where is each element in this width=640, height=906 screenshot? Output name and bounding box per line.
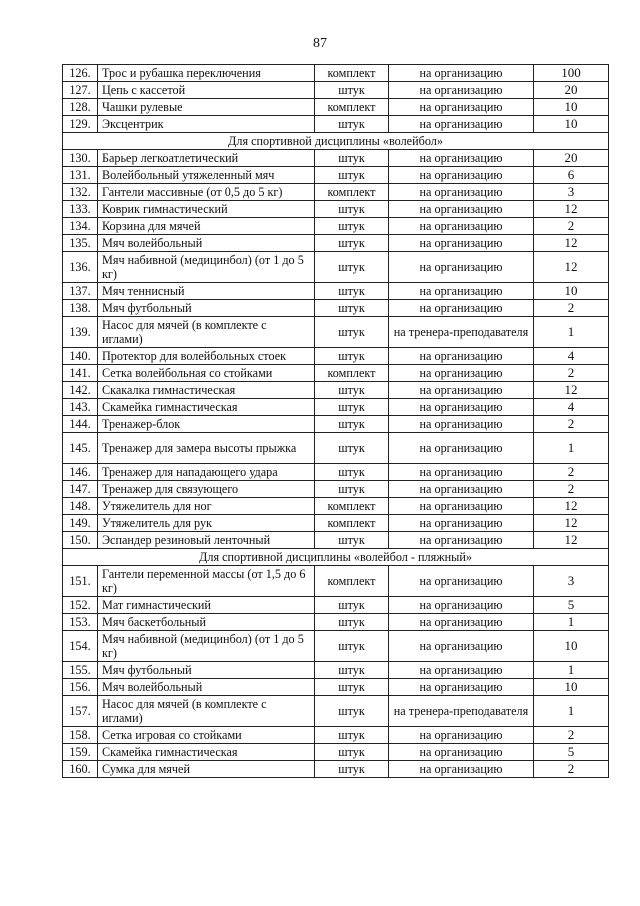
row-number: 160. [63,761,98,778]
item-basis: на организацию [389,515,534,532]
item-unit: штук [315,235,389,252]
item-quantity: 12 [534,515,609,532]
item-basis: на организацию [389,201,534,218]
item-unit: штук [315,283,389,300]
table-row [63,679,609,696]
item-quantity: 10 [534,116,609,133]
table-row [63,416,609,433]
table-row [63,532,609,549]
item-basis: на организацию [389,82,534,99]
row-number: 154. [63,631,98,662]
item-unit: штук [315,464,389,481]
row-number: 135. [63,235,98,252]
item-name: Насос для мячей (в комплекте с иглами) [98,696,315,727]
item-unit: штук [315,252,389,283]
row-number: 140. [63,348,98,365]
row-number: 131. [63,167,98,184]
item-name: Мяч футбольный [98,300,315,317]
item-basis: на организацию [389,597,534,614]
item-unit: штук [315,201,389,218]
row-number: 149. [63,515,98,532]
item-unit: штук [315,679,389,696]
item-name: Утяжелитель для ног [98,498,315,515]
item-name: Мяч футбольный [98,662,315,679]
item-unit: штук [315,433,389,464]
item-name: Сетка игровая со стойками [98,727,315,744]
table-row [63,662,609,679]
item-unit: штук [315,532,389,549]
item-unit: комплект [315,566,389,597]
item-unit: штук [315,761,389,778]
item-name: Волейбольный утяжеленный мяч [98,167,315,184]
table-row [63,761,609,778]
item-quantity: 3 [534,566,609,597]
row-number: 155. [63,662,98,679]
item-name: Скамейка гимнастическая [98,399,315,416]
item-name: Скакалка гимнастическая [98,382,315,399]
item-basis: на организацию [389,433,534,464]
item-basis: на организацию [389,727,534,744]
item-quantity: 20 [534,82,609,99]
item-quantity: 5 [534,744,609,761]
item-basis: на организацию [389,235,534,252]
table-row [63,744,609,761]
row-number: 129. [63,116,98,133]
item-name: Тренажер для нападающего удара [98,464,315,481]
item-unit: комплект [315,65,389,82]
item-name: Мяч теннисный [98,283,315,300]
row-number: 152. [63,597,98,614]
item-name: Эксцентрик [98,116,315,133]
item-unit: штук [315,399,389,416]
item-name: Утяжелитель для рук [98,515,315,532]
item-quantity: 3 [534,184,609,201]
item-name: Сетка волейбольная со стойками [98,365,315,382]
table-row [63,317,609,348]
item-basis: на организацию [389,399,534,416]
item-name: Эспандер резиновый ленточный [98,532,315,549]
row-number: 148. [63,498,98,515]
row-number: 136. [63,252,98,283]
item-name: Корзина для мячей [98,218,315,235]
table-row [63,631,609,662]
item-name: Мяч баскетбольный [98,614,315,631]
item-unit: штук [315,116,389,133]
table-row [63,150,609,167]
item-unit: штук [315,167,389,184]
item-quantity: 10 [534,679,609,696]
item-basis: на организацию [389,498,534,515]
item-quantity: 2 [534,218,609,235]
item-unit: комплект [315,365,389,382]
item-name: Скамейка гимнастическая [98,744,315,761]
row-number: 159. [63,744,98,761]
item-basis: на организацию [389,679,534,696]
section-title: Для спортивной дисциплины «волейбол - пляжный» [63,549,609,566]
row-number: 141. [63,365,98,382]
table-row [63,252,609,283]
row-number: 142. [63,382,98,399]
table-row [63,696,609,727]
item-basis: на организацию [389,744,534,761]
item-basis: на организацию [389,65,534,82]
item-unit: штук [315,150,389,167]
table-row [63,300,609,317]
item-unit: комплект [315,184,389,201]
item-basis: на организацию [389,566,534,597]
row-number: 158. [63,727,98,744]
item-basis: на организацию [389,416,534,433]
section-row [63,133,609,150]
item-quantity: 4 [534,348,609,365]
item-unit: комплект [315,515,389,532]
row-number: 134. [63,218,98,235]
table-row [63,498,609,515]
item-unit: штук [315,727,389,744]
equipment-table-body [63,65,609,778]
item-unit: штук [315,348,389,365]
item-quantity: 10 [534,631,609,662]
item-quantity: 6 [534,167,609,184]
item-quantity: 2 [534,464,609,481]
item-basis: на организацию [389,283,534,300]
row-number: 132. [63,184,98,201]
table-row [63,433,609,464]
row-number: 145. [63,433,98,464]
row-number: 138. [63,300,98,317]
row-number: 146. [63,464,98,481]
item-basis: на организацию [389,365,534,382]
item-quantity: 12 [534,532,609,549]
item-quantity: 1 [534,696,609,727]
item-name: Гантели массивные (от 0,5 до 5 кг) [98,184,315,201]
item-unit: штук [315,218,389,235]
item-basis: на организацию [389,662,534,679]
item-basis: на организацию [389,382,534,399]
item-basis: на организацию [389,614,534,631]
item-unit: штук [315,481,389,498]
item-name: Тренажер для связующего [98,481,315,498]
table-row [63,515,609,532]
item-quantity: 2 [534,300,609,317]
table-row [63,201,609,218]
item-unit: штук [315,744,389,761]
table-row [63,235,609,252]
item-unit: штук [315,382,389,399]
item-basis: на тренера-преподавателя [389,317,534,348]
item-unit: штук [315,597,389,614]
item-name: Гантели переменной массы (от 1,5 до 6 кг) [98,566,315,597]
item-unit: штук [315,614,389,631]
item-quantity: 2 [534,416,609,433]
item-unit: штук [315,631,389,662]
item-unit: комплект [315,498,389,515]
item-unit: штук [315,662,389,679]
item-quantity: 2 [534,727,609,744]
item-quantity: 1 [534,614,609,631]
item-quantity: 12 [534,252,609,283]
item-basis: на организацию [389,252,534,283]
row-number: 156. [63,679,98,696]
item-quantity: 2 [534,365,609,382]
item-basis: на организацию [389,184,534,201]
item-basis: на организацию [389,99,534,116]
table-row [63,365,609,382]
item-quantity: 12 [534,201,609,218]
item-name: Протектор для волейбольных стоек [98,348,315,365]
item-quantity: 2 [534,481,609,498]
item-name: Мяч волейбольный [98,679,315,696]
item-name: Насос для мячей (в комплекте с иглами) [98,317,315,348]
table-row [63,348,609,365]
row-number: 128. [63,99,98,116]
item-basis: на организацию [389,116,534,133]
item-name: Мяч набивной (медицинбол) (от 1 до 5 кг) [98,252,315,283]
row-number: 153. [63,614,98,631]
table-row [63,116,609,133]
item-basis: на организацию [389,631,534,662]
row-number: 151. [63,566,98,597]
row-number: 127. [63,82,98,99]
section-title: Для спортивной дисциплины «волейбол» [63,133,609,150]
item-quantity: 100 [534,65,609,82]
row-number: 143. [63,399,98,416]
item-unit: штук [315,82,389,99]
item-basis: на организацию [389,348,534,365]
table-row [63,464,609,481]
item-quantity: 12 [534,382,609,399]
item-unit: штук [315,300,389,317]
item-unit: штук [315,416,389,433]
table-row [63,65,609,82]
item-basis: на организацию [389,167,534,184]
table-row [63,167,609,184]
item-name: Мат гимнастический [98,597,315,614]
item-name: Трос и рубашка переключения [98,65,315,82]
row-number: 133. [63,201,98,218]
table-row [63,184,609,201]
item-name: Мяч волейбольный [98,235,315,252]
row-number: 144. [63,416,98,433]
item-basis: на организацию [389,464,534,481]
item-basis: на организацию [389,532,534,549]
item-name: Чашки рулевые [98,99,315,116]
row-number: 137. [63,283,98,300]
row-number: 150. [63,532,98,549]
row-number: 157. [63,696,98,727]
row-number: 130. [63,150,98,167]
item-quantity: 1 [534,662,609,679]
item-quantity: 10 [534,283,609,300]
table-row [63,99,609,116]
table-row [63,82,609,99]
item-name: Барьер легкоатлетический [98,150,315,167]
item-name: Сумка для мячей [98,761,315,778]
item-basis: на организацию [389,218,534,235]
page-number: 87 [313,36,327,51]
table-row [63,614,609,631]
row-number: 147. [63,481,98,498]
item-unit: штук [315,317,389,348]
item-unit: комплект [315,99,389,116]
item-quantity: 5 [534,597,609,614]
table-row [63,727,609,744]
item-basis: на организацию [389,150,534,167]
table-row [63,566,609,597]
table-row [63,218,609,235]
item-name: Коврик гимнастический [98,201,315,218]
section-row [63,549,609,566]
item-quantity: 1 [534,433,609,464]
row-number: 126. [63,65,98,82]
table-row [63,597,609,614]
item-name: Тренажер-блок [98,416,315,433]
table-row [63,382,609,399]
item-name: Тренажер для замера высоты прыжка [98,433,315,464]
equipment-table [62,64,609,778]
table-row [63,481,609,498]
table-row [63,399,609,416]
table-row [63,283,609,300]
item-basis: на тренера-преподавателя [389,696,534,727]
item-quantity: 4 [534,399,609,416]
item-quantity: 20 [534,150,609,167]
item-basis: на организацию [389,300,534,317]
item-quantity: 12 [534,498,609,515]
item-basis: на организацию [389,761,534,778]
item-unit: штук [315,696,389,727]
item-name: Цепь с кассетой [98,82,315,99]
item-basis: на организацию [389,481,534,498]
item-quantity: 10 [534,99,609,116]
item-name: Мяч набивной (медицинбол) (от 1 до 5 кг) [98,631,315,662]
item-quantity: 1 [534,317,609,348]
item-quantity: 2 [534,761,609,778]
item-quantity: 12 [534,235,609,252]
row-number: 139. [63,317,98,348]
